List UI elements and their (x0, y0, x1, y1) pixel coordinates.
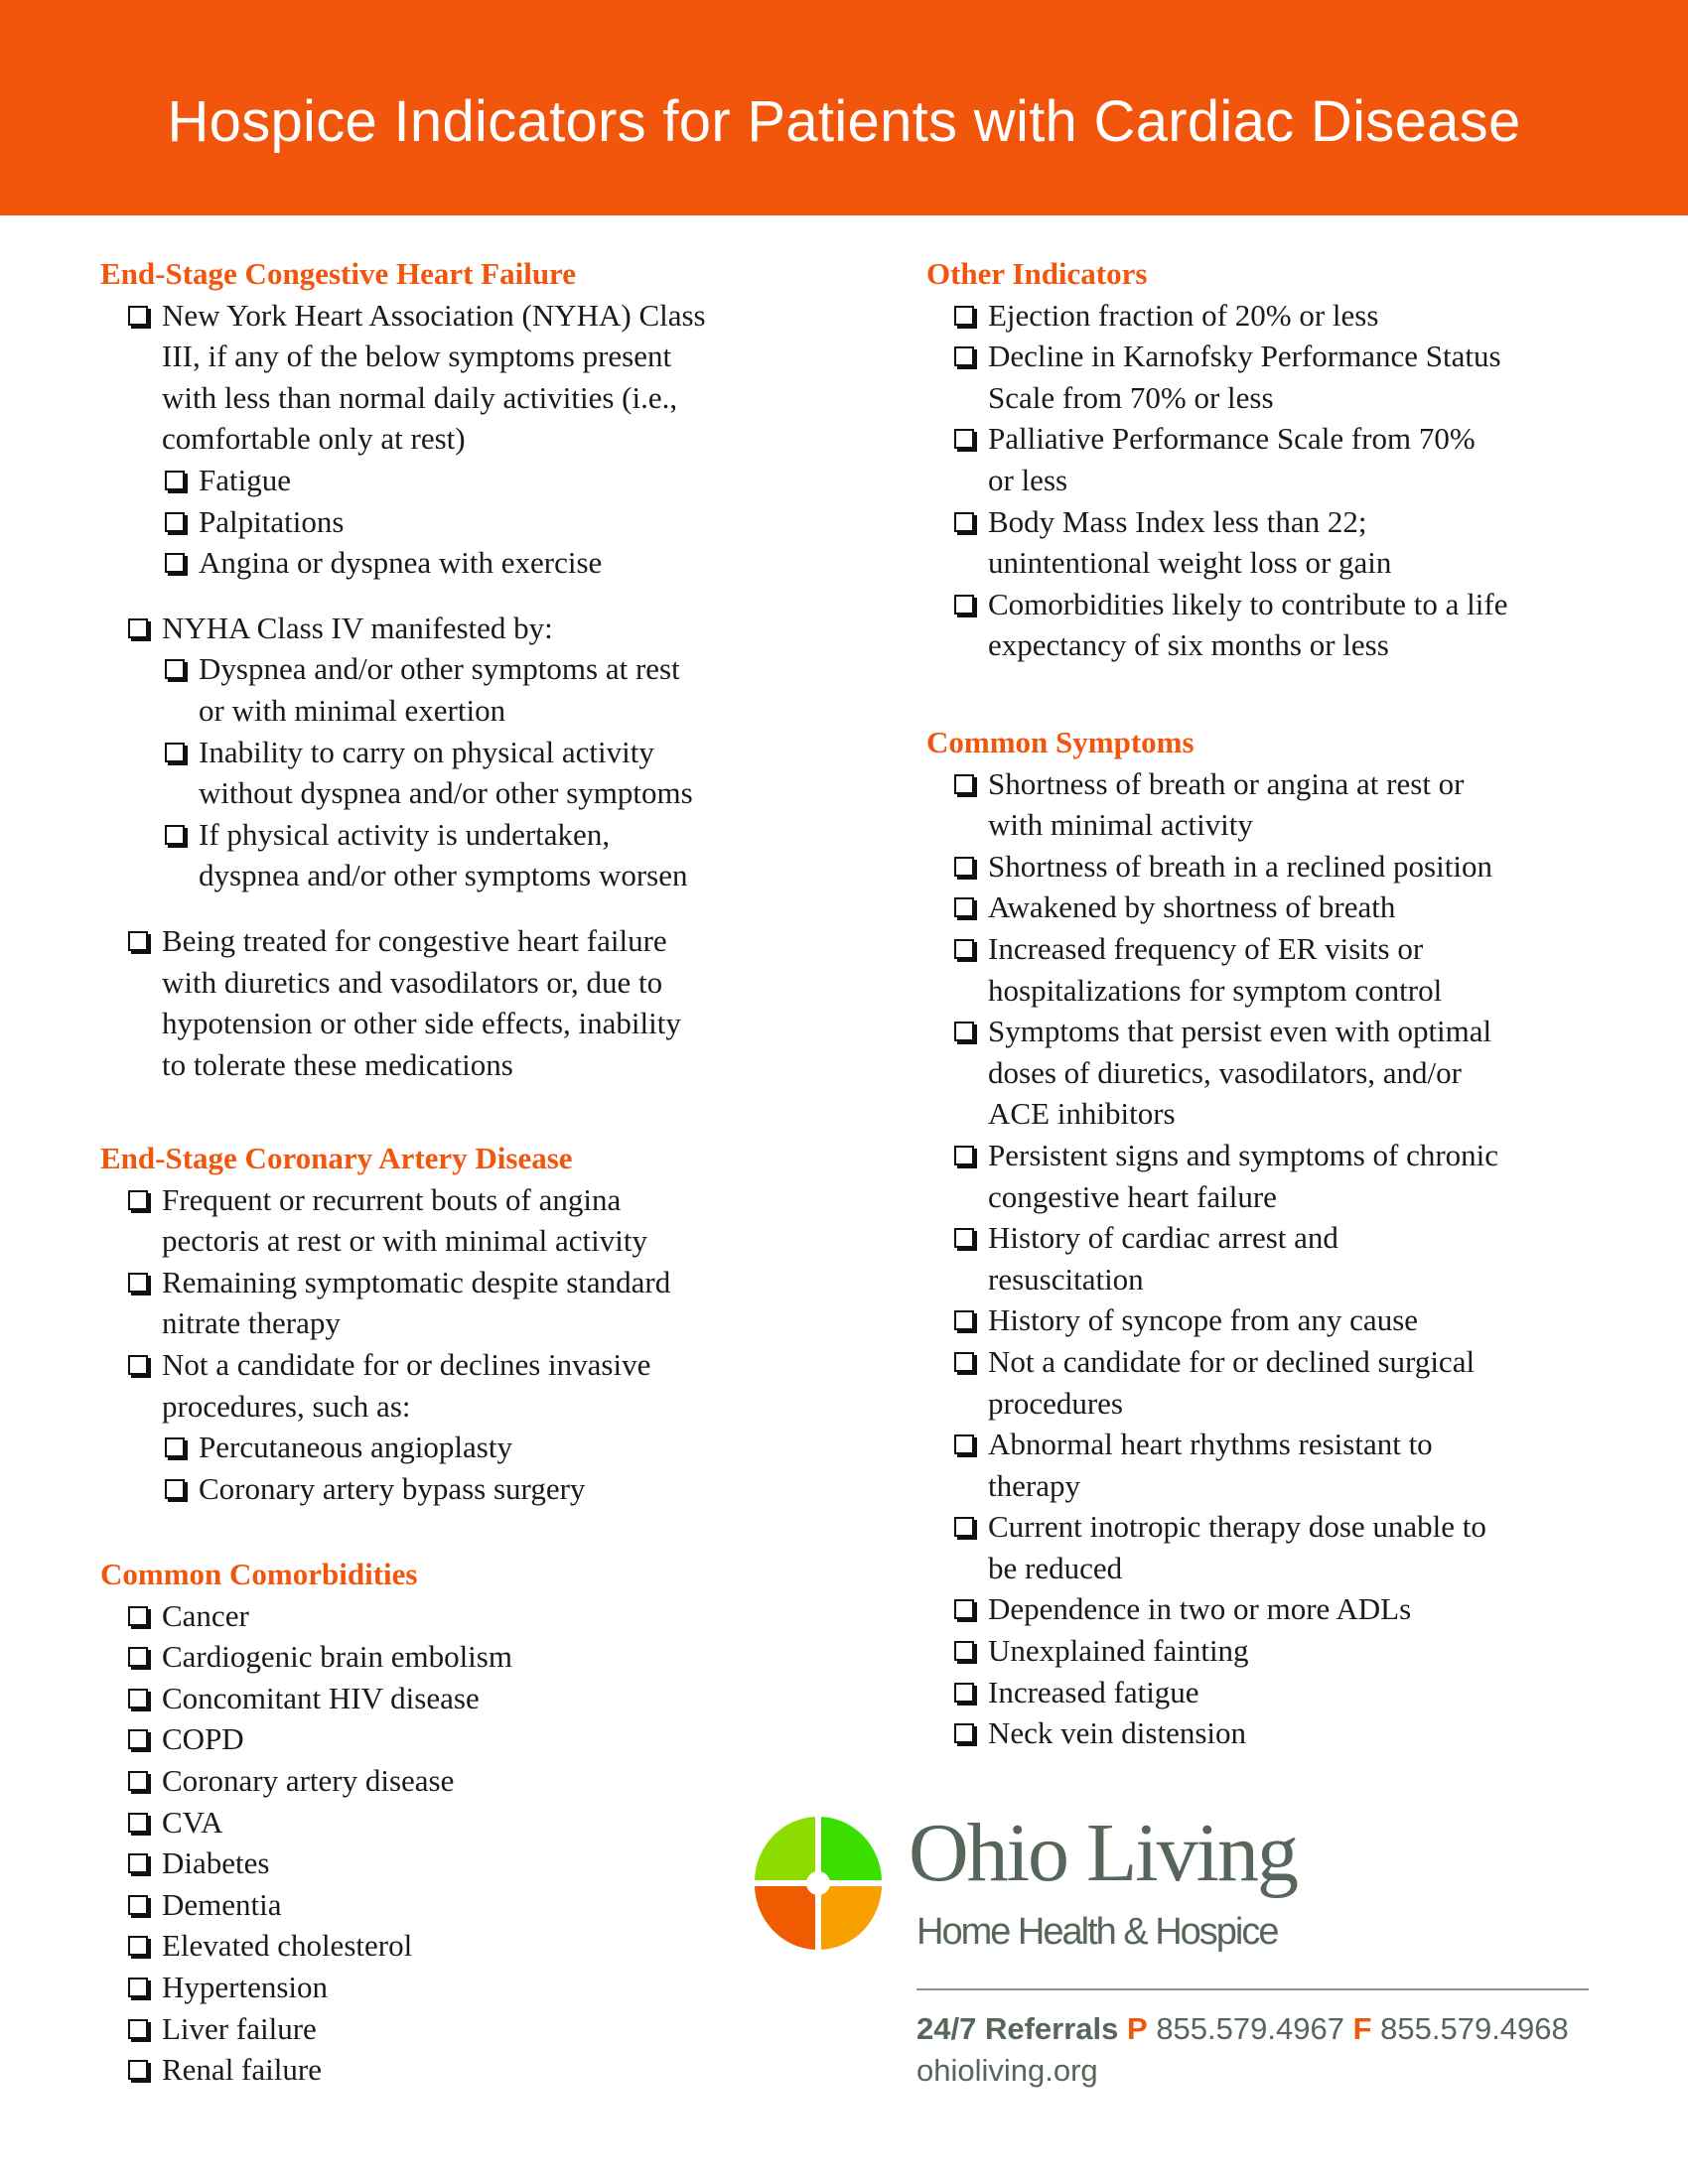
item-text: Inability to carry on physical activity without dyspnea and/or other symptoms (199, 734, 693, 811)
item-text: New York Heart Association (NYHA) Class III, if any of the below symptoms present with less than normal daily activities (i.e., comfortable only at rest) (162, 297, 706, 457)
item-text: Increased frequency of ER visits or hospitalizations for symptom control (988, 930, 1443, 1008)
checkbox-icon[interactable] (128, 1606, 148, 1626)
item-text: Percutaneous angioplasty (199, 1430, 512, 1465)
checkbox-icon[interactable] (954, 1517, 974, 1537)
checkbox-icon[interactable] (954, 1022, 974, 1041)
ohio-living-logo-icon (753, 1815, 884, 1952)
phone-number[interactable]: 855.579.4967 (1156, 2011, 1344, 2046)
checklist-subitem (100, 460, 795, 501)
checkbox-icon[interactable] (954, 1434, 974, 1454)
checkbox-icon[interactable] (954, 595, 974, 614)
checklist-item (926, 1135, 1621, 1217)
checkbox-icon[interactable] (128, 618, 148, 638)
brand-subtitle: Home Health & Hospice (916, 1911, 1278, 1953)
checkbox-icon[interactable] (128, 1273, 148, 1293)
item-text: Comorbidities likely to contribute to a life expectancy of six months or less (988, 586, 1508, 663)
item-text: Dependence in two or more ADLs (988, 1591, 1412, 1627)
checkbox-icon[interactable] (128, 1895, 148, 1915)
item-text: Decline in Karnofsky Performance Status Scale from 70% or less (988, 339, 1501, 415)
checklist-item (100, 1262, 795, 1344)
item-text: Being treated for congestive heart failure with diuretics and vasodilators or, due to hypotension or other side effects, inability to tolerate these medications (162, 922, 681, 1082)
checklist-item (926, 928, 1621, 1011)
checklist-item (100, 920, 795, 1085)
item-text: Ejection fraction of 20% or less (988, 297, 1379, 333)
checklist-item (926, 1011, 1621, 1135)
item-text: NYHA Class IV manifested by: (162, 610, 553, 645)
item-text: Renal failure (162, 2052, 322, 2088)
checkbox-icon[interactable] (128, 1853, 148, 1873)
checklist-subitem (100, 542, 795, 584)
checkbox-icon[interactable] (954, 897, 974, 917)
section-heading: Common Symptoms (926, 725, 1195, 759)
item-text: If physical activity is undertaken, dyspnea and/or other symptoms worsen (199, 816, 688, 893)
phone-label: P (1127, 2011, 1148, 2046)
checklist-item (100, 1925, 795, 1967)
checkbox-icon[interactable] (954, 1352, 974, 1372)
checklist-item (100, 1678, 795, 1719)
item-text: Awakened by shortness of breath (988, 889, 1396, 925)
checkbox-icon[interactable] (128, 1729, 148, 1749)
item-text: Concomitant HIV disease (162, 1680, 480, 1715)
checkbox-icon[interactable] (128, 931, 148, 951)
item-text: Increased fatigue (988, 1674, 1199, 1709)
item-text: Unexplained fainting (988, 1633, 1249, 1669)
checkbox-icon[interactable] (954, 1683, 974, 1703)
fax-number: 855.579.4968 (1380, 2011, 1569, 2046)
checkbox-icon[interactable] (954, 429, 974, 449)
checklist-item (926, 1506, 1621, 1588)
item-text: Frequent or recurrent bouts of angina pectoris at rest or with minimal activity (162, 1181, 647, 1259)
checklist-item (100, 1595, 795, 1637)
checkbox-icon[interactable] (954, 1641, 974, 1661)
checklist-item (926, 1424, 1621, 1506)
checkbox-icon[interactable] (128, 1190, 148, 1210)
checklist-item (100, 1179, 795, 1262)
section-chf (100, 253, 795, 1085)
item-text: Abnormal heart rhythms resistant to therapy (988, 1427, 1433, 1503)
item-text: Remaining symptomatic despite standard nitrate therapy (162, 1264, 671, 1341)
section-common-symptoms (926, 722, 1621, 1754)
checklist-item (100, 1967, 795, 2008)
item-text: Palpitations (199, 503, 345, 539)
checkbox-icon[interactable] (954, 306, 974, 326)
item-text: Dyspnea and/or other symptoms at rest or with minimal exertion (199, 651, 680, 728)
item-text: Symptoms that persist even with optimal doses of diuretics, vasodilators, and/or ACE inhibitors (988, 1014, 1492, 1132)
item-text: Fatigue (199, 462, 291, 497)
checkbox-icon[interactable] (954, 774, 974, 794)
checklist-item (100, 1760, 795, 1802)
checkbox-icon[interactable] (128, 1771, 148, 1791)
checkbox-icon[interactable] (954, 1146, 974, 1165)
checkbox-icon[interactable] (128, 1936, 148, 1956)
item-text: Not a candidate for or declined surgical procedures (988, 1343, 1476, 1421)
checklist-item (100, 1718, 795, 1760)
checklist-item (926, 1217, 1621, 1299)
referral-contact (916, 2009, 1569, 2049)
checklist-item (100, 1636, 795, 1678)
checklist-item (100, 2008, 795, 2050)
item-text: Liver failure (162, 2010, 317, 2046)
item-text: History of cardiac arrest and resuscitation (988, 1220, 1338, 1297)
checkbox-icon[interactable] (165, 512, 185, 532)
checklist-item (926, 295, 1621, 337)
checkbox-icon[interactable] (128, 1355, 148, 1375)
header-banner (0, 0, 1688, 215)
checkbox-icon[interactable] (128, 2019, 148, 2039)
checklist-item (926, 1712, 1621, 1754)
checkbox-icon[interactable] (165, 553, 185, 573)
checkbox-icon[interactable] (954, 346, 974, 366)
checkbox-icon[interactable] (954, 512, 974, 532)
item-text: Elevated cholesterol (162, 1928, 413, 1964)
item-text: Cancer (162, 1597, 249, 1633)
item-text: History of syncope from any cause (988, 1302, 1419, 1338)
section-other-indicators (926, 253, 1621, 666)
checklist-subitem (100, 648, 795, 731)
checklist-item (926, 1672, 1621, 1713)
checklist-item (100, 1802, 795, 1843)
checkbox-icon[interactable] (165, 743, 185, 762)
item-text: CVA (162, 1804, 223, 1840)
checklist-item (926, 887, 1621, 928)
checkbox-icon[interactable] (954, 1599, 974, 1619)
website-link[interactable]: ohioliving.org (916, 2053, 1098, 2088)
checklist-item (100, 608, 795, 649)
checkbox-icon[interactable] (128, 2060, 148, 2080)
brand-name: Ohio Living (909, 1807, 1297, 1899)
checkbox-icon[interactable] (128, 1813, 148, 1833)
checklist-subitem (100, 732, 795, 814)
checkbox-icon[interactable] (128, 306, 148, 326)
checklist-item (926, 501, 1621, 584)
page-title: Hospice Indicators for Patients with Cardiac Disease (167, 89, 1521, 154)
checkbox-icon[interactable] (165, 1479, 185, 1499)
checkbox-icon[interactable] (954, 939, 974, 959)
item-text: COPD (162, 1721, 244, 1757)
item-text: Coronary artery bypass surgery (199, 1470, 586, 1506)
checklist-item (926, 336, 1621, 418)
item-text: Neck vein distension (988, 1715, 1247, 1751)
checklist-item (926, 418, 1621, 500)
checklist-item (926, 846, 1621, 887)
checklist-subitem (100, 1427, 795, 1468)
item-text: Cardiogenic brain embolism (162, 1639, 512, 1675)
checklist-item (100, 2049, 795, 2091)
checklist-subitem (100, 501, 795, 543)
checklist-item (926, 763, 1621, 846)
checkbox-icon[interactable] (128, 1978, 148, 1997)
item-text: Body Mass Index less than 22; unintentional weight loss or gain (988, 503, 1392, 581)
item-text: Not a candidate for or declines invasive procedures, such as: (162, 1346, 651, 1424)
checklist-item (100, 1344, 795, 1427)
referrals-label: 24/7 Referrals (916, 2011, 1119, 2046)
section-comorbidities (100, 1554, 795, 2091)
item-text: Diabetes (162, 1845, 270, 1881)
item-text: Current inotropic therapy dose unable to be reduced (988, 1509, 1486, 1585)
checklist-subitem (100, 814, 795, 896)
checkbox-icon[interactable] (954, 1228, 974, 1248)
item-text: Angina or dyspnea with exercise (199, 545, 603, 581)
footer-divider (916, 1988, 1589, 1990)
item-text: Shortness of breath in a reclined position (988, 848, 1492, 884)
checkbox-icon[interactable] (165, 471, 185, 490)
fax-label: F (1352, 2011, 1372, 2046)
item-text: Hypertension (162, 1969, 329, 2004)
item-text: Palliative Performance Scale from 70% or less (988, 421, 1476, 497)
item-text: Persistent signs and symptoms of chronic congestive heart failure (988, 1137, 1499, 1214)
checkbox-icon[interactable] (954, 1310, 974, 1330)
checklist-item (100, 295, 795, 460)
checkbox-icon[interactable] (954, 1723, 974, 1743)
item-text: Shortness of breath or angina at rest or with minimal activity (988, 765, 1465, 843)
checklist-subitem (100, 1468, 795, 1510)
checkbox-icon[interactable] (165, 825, 185, 845)
checklist-item (926, 1341, 1621, 1424)
checkbox-icon[interactable] (954, 857, 974, 877)
section-heading: End-Stage Congestive Heart Failure (100, 256, 577, 291)
section-cad (100, 1138, 795, 1509)
checkbox-icon[interactable] (165, 659, 185, 679)
item-text: Dementia (162, 1886, 282, 1922)
checkbox-icon[interactable] (128, 1647, 148, 1667)
checklist-item (100, 1843, 795, 1884)
checklist-item (926, 1630, 1621, 1672)
checkbox-icon[interactable] (165, 1437, 185, 1457)
section-heading: End-Stage Coronary Artery Disease (100, 1141, 573, 1175)
section-heading: Other Indicators (926, 256, 1148, 291)
checklist-item (926, 584, 1621, 666)
checklist-item (926, 1588, 1621, 1630)
section-heading: Common Comorbidities (100, 1557, 418, 1591)
item-text: Coronary artery disease (162, 1762, 455, 1798)
checkbox-icon[interactable] (128, 1689, 148, 1708)
checklist-item (926, 1299, 1621, 1341)
checklist-item (100, 1884, 795, 1926)
